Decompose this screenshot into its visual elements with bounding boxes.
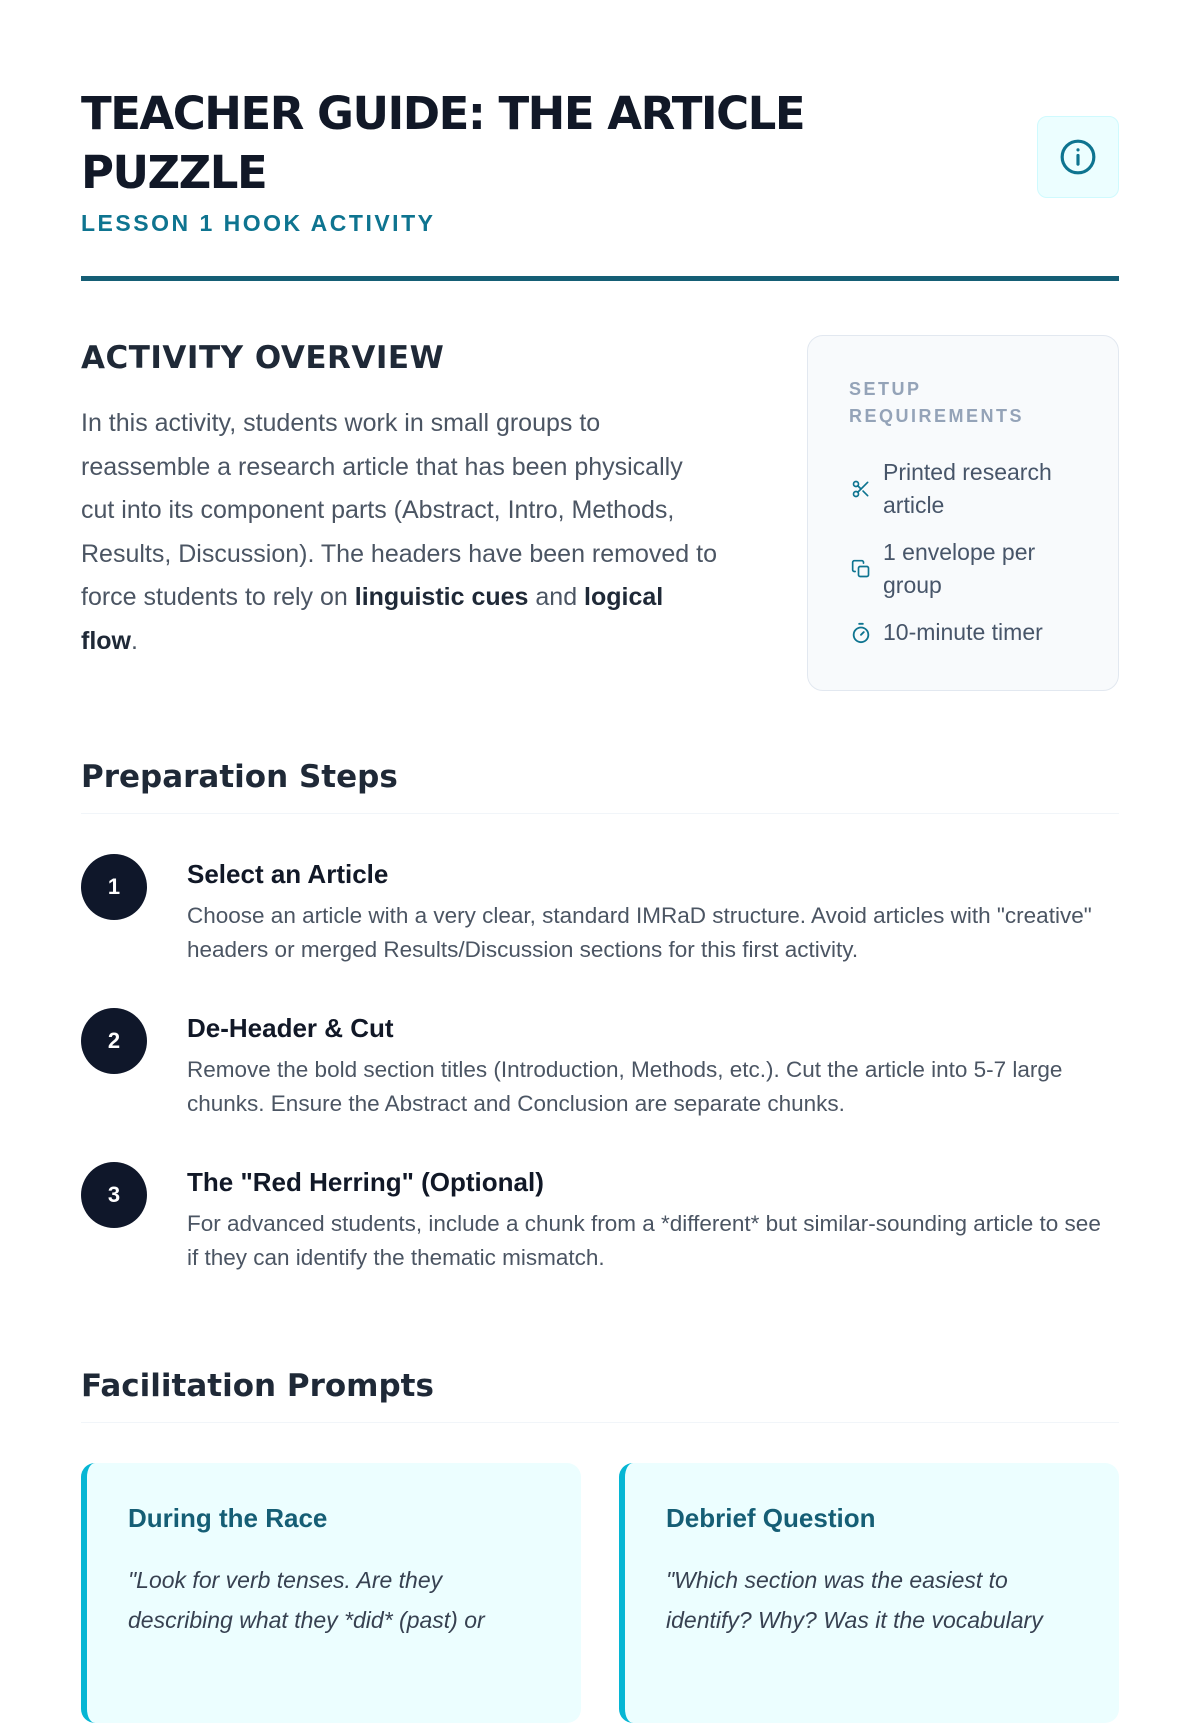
step-item bbox=[81, 1162, 1119, 1316]
overview-content bbox=[81, 335, 721, 691]
step-number-badge: 3 bbox=[81, 1162, 147, 1228]
step-title: The "Red Herring" (Optional) bbox=[187, 1167, 544, 1197]
overview-bold-logical-flow: logical flow bbox=[81, 583, 664, 655]
scissors-icon bbox=[849, 479, 873, 499]
overview-heading: ACTIVITY OVERVIEW bbox=[81, 340, 445, 376]
page-header bbox=[81, 0, 1119, 281]
overview-text-end: . bbox=[131, 626, 138, 655]
steps-list bbox=[81, 854, 1119, 1316]
step-description: For advanced students, include a chunk from a *different* but similar-sounding article to see if they can identify the thematic mismatch. bbox=[187, 1211, 1101, 1270]
overview-paragraph bbox=[81, 402, 721, 663]
overview-text-before: In this activity, students work in small groups to reassemble a research article that has been physically cut into its component parts (Abstract, Intro, Methods, Results, Discussion). The headers have been removed to force students to rely on bbox=[81, 409, 717, 611]
step-description: Choose an article with a very clear, standard IMRaD structure. Avoid articles with "creative" headers or merged Results/Discussion sections for this first activity. bbox=[187, 903, 1092, 962]
setup-list bbox=[849, 456, 1098, 649]
preparation-steps-section bbox=[81, 759, 1119, 1316]
prompt-card-during-the-race bbox=[81, 1463, 581, 1723]
prompt-card-title: During the Race bbox=[128, 1503, 328, 1533]
step-item bbox=[81, 854, 1119, 1008]
step-title: De-Header & Cut bbox=[187, 1013, 394, 1043]
activity-overview-section bbox=[81, 335, 1119, 691]
page-subtitle: LESSON 1 HOOK ACTIVITY bbox=[81, 210, 436, 236]
prompt-card-title: Debrief Question bbox=[666, 1503, 876, 1533]
setup-item bbox=[849, 616, 1098, 649]
copy-icon bbox=[849, 559, 873, 579]
step-number-badge: 2 bbox=[81, 1008, 147, 1074]
setup-title: SETUP REQUIREMENTS bbox=[849, 379, 1025, 426]
setup-item-label: 1 envelope per group bbox=[883, 539, 1036, 598]
step-body bbox=[187, 854, 1107, 967]
setup-item bbox=[849, 536, 1098, 602]
setup-item-label: 10-minute timer bbox=[883, 619, 1043, 645]
overview-text-mid: and bbox=[528, 583, 585, 611]
step-body bbox=[187, 1008, 1107, 1121]
prompt-card-quote: "Which section was the easiest to identify? Why? Was it the vocabulary bbox=[666, 1567, 1043, 1633]
facilitation-heading: Facilitation Prompts bbox=[81, 1368, 1119, 1423]
overview-bold-linguistic-cues: linguistic cues bbox=[354, 583, 529, 611]
prompt-card-debrief-question bbox=[619, 1463, 1119, 1723]
setup-item bbox=[849, 456, 1098, 522]
facilitation-prompts-section bbox=[81, 1368, 1119, 1723]
setup-requirements-card bbox=[807, 335, 1119, 691]
timer-icon bbox=[849, 622, 873, 644]
step-body bbox=[187, 1162, 1107, 1275]
prompt-cards bbox=[81, 1463, 1119, 1723]
step-item bbox=[81, 1008, 1119, 1162]
prompt-card-quote: "Look for verb tenses. Are they describing what they *did* (past) or bbox=[128, 1567, 485, 1633]
page-title: TEACHER GUIDE: THE ARTICLE PUZZLE bbox=[81, 87, 805, 199]
info-icon bbox=[1059, 138, 1097, 176]
setup-item-label: Printed research article bbox=[883, 459, 1052, 518]
info-button[interactable] bbox=[1037, 116, 1119, 198]
step-title: Select an Article bbox=[187, 859, 389, 889]
step-number-badge: 1 bbox=[81, 854, 147, 920]
step-description: Remove the bold section titles (Introduction, Methods, etc.). Cut the article into 5-7 large chunks. Ensure the Abstract and Conclusion are separate chunks. bbox=[187, 1057, 1063, 1116]
preparation-heading: Preparation Steps bbox=[81, 759, 1119, 814]
